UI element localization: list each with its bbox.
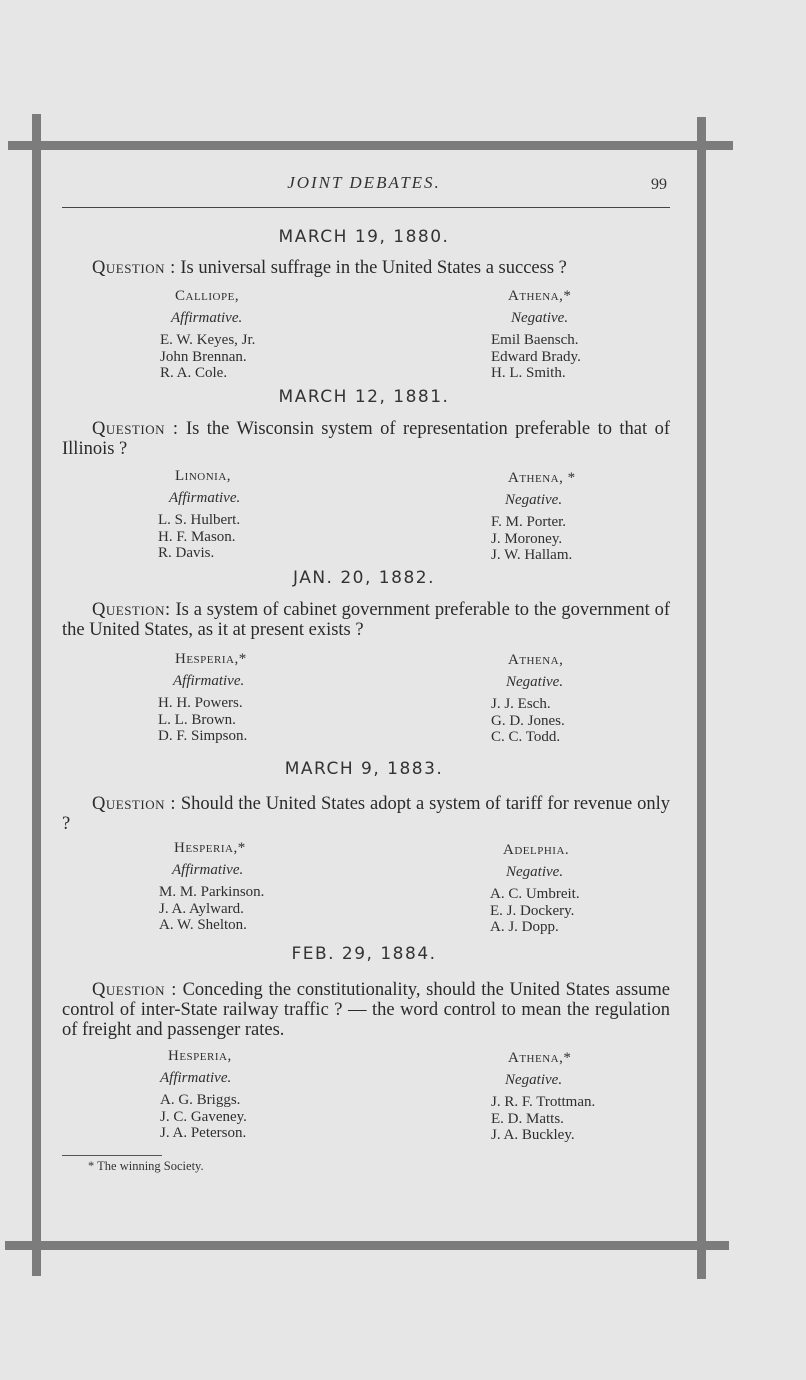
- side-label: Negative.: [511, 310, 569, 326]
- question-label: Question :: [92, 794, 176, 814]
- member-name: J. W. Hallam.: [491, 547, 573, 563]
- side-label: Affirmative.: [171, 310, 243, 326]
- question-label: Question :: [92, 258, 176, 278]
- debate-question: [62, 258, 670, 278]
- society-name: Athena,*: [508, 1050, 572, 1066]
- member-name: J. A. Aylward.: [159, 900, 244, 917]
- member-name: J. R. F. Trottman.: [491, 1094, 596, 1110]
- frame-bottom-bar: [5, 1241, 729, 1250]
- side-label: Negative.: [506, 674, 564, 690]
- member-name: E. W. Keyes, Jr.: [160, 332, 256, 348]
- member-name: G. D. Jones.: [491, 712, 565, 729]
- side-label: Negative.: [506, 864, 564, 880]
- debate-date: FEB. 29, 1884.: [291, 944, 437, 964]
- member-name: M. M. Parkinson.: [159, 884, 265, 900]
- debate-date: MARCH 19, 1880.: [278, 227, 450, 247]
- member-name: L. L. Brown.: [158, 711, 236, 728]
- member-name: J. A. Peterson.: [160, 1125, 247, 1141]
- member-name: A. C. Umbreit.: [490, 886, 580, 902]
- member-name: J. A. Buckley.: [491, 1127, 575, 1143]
- member-name: E. J. Dockery.: [490, 902, 575, 919]
- affirmative-team: [160, 1048, 247, 1142]
- affirmative-team: [159, 840, 265, 934]
- page-number: 99: [651, 176, 667, 193]
- question-label: Question:: [92, 600, 171, 620]
- society-name: Linonia,: [175, 468, 232, 484]
- question-text: Is universal suffrage in the United States a success ?: [180, 258, 567, 278]
- debate-date: MARCH 9, 1883.: [284, 759, 444, 779]
- negative-team: [491, 470, 576, 564]
- negative-team: [490, 842, 580, 936]
- member-name: H. F. Mason.: [158, 528, 236, 545]
- debate-date: MARCH 12, 1881.: [278, 387, 450, 407]
- debate-question: [62, 600, 670, 640]
- footnote: * The winning Society.: [88, 1159, 204, 1173]
- debate-question: [62, 794, 670, 834]
- footnote-rule: [62, 1155, 162, 1156]
- society-name: Adelphia.: [503, 842, 570, 858]
- member-name: R. A. Cole.: [160, 365, 228, 381]
- society-name: Hesperia,*: [174, 840, 246, 856]
- member-name: H. H. Powers.: [158, 695, 243, 711]
- question-text: Conceding the constitutionality, should the United States assume control of inter-State railway traffic ? — the word control to mean the regulation of freight and passenger rates.: [62, 980, 671, 1040]
- member-name: Emil Baensch.: [491, 332, 579, 348]
- society-name: Athena,*: [508, 288, 572, 304]
- member-name: A. W. Shelton.: [159, 917, 247, 933]
- member-name: Edward Brady.: [491, 348, 581, 365]
- debate-question: [62, 419, 670, 459]
- running-header: JOINT DEBATES.: [287, 173, 441, 192]
- member-name: F. M. Porter.: [491, 514, 567, 530]
- question-text: Is the Wisconsin system of representation preferable to that of Illinois ?: [62, 419, 670, 459]
- negative-team: [491, 1050, 596, 1144]
- side-label: Negative.: [505, 492, 563, 508]
- question-label: Question :: [92, 980, 177, 1000]
- member-name: R. Davis.: [158, 545, 215, 561]
- header-rule: [62, 207, 670, 208]
- member-name: J. Moroney.: [491, 530, 563, 547]
- society-name: Athena, *: [508, 470, 576, 486]
- member-name: C. C. Todd.: [491, 729, 561, 745]
- affirmative-team: [160, 288, 256, 382]
- debate-question: [62, 980, 670, 1040]
- affirmative-team: [158, 468, 241, 562]
- member-name: E. D. Matts.: [491, 1110, 564, 1127]
- member-name: A. J. Dopp.: [490, 919, 559, 935]
- negative-team: [491, 652, 565, 746]
- question-text: Is a system of cabinet government preferable to the government of the United States, as it at present exists ?: [62, 600, 670, 640]
- member-name: J. C. Gaveney.: [160, 1108, 247, 1125]
- side-label: Negative.: [505, 1072, 563, 1088]
- side-label: Affirmative.: [169, 490, 241, 506]
- debate-date: JAN. 20, 1882.: [293, 568, 435, 588]
- frame-top-bar: [8, 141, 733, 150]
- society-name: Hesperia,*: [175, 651, 247, 667]
- side-label: Affirmative.: [172, 862, 244, 878]
- frame-right-bar: [697, 117, 706, 1279]
- side-label: Affirmative.: [173, 673, 245, 689]
- side-label: Affirmative.: [160, 1070, 232, 1086]
- society-name: Hesperia,: [168, 1048, 232, 1064]
- member-name: H. L. Smith.: [491, 365, 566, 381]
- member-name: J. J. Esch.: [491, 696, 551, 712]
- negative-team: [491, 288, 581, 382]
- member-name: L. S. Hulbert.: [158, 512, 241, 528]
- member-name: A. G. Briggs.: [160, 1092, 241, 1108]
- society-name: Calliope,: [175, 288, 240, 304]
- frame-left-bar: [32, 114, 41, 1276]
- affirmative-team: [158, 651, 248, 745]
- question-label: Question :: [92, 419, 179, 439]
- member-name: D. F. Simpson.: [158, 728, 248, 744]
- question-text: Should the United States adopt a system of tariff for revenue only ?: [62, 794, 671, 834]
- society-name: Athena,: [508, 652, 564, 668]
- member-name: John Brennan.: [160, 348, 247, 365]
